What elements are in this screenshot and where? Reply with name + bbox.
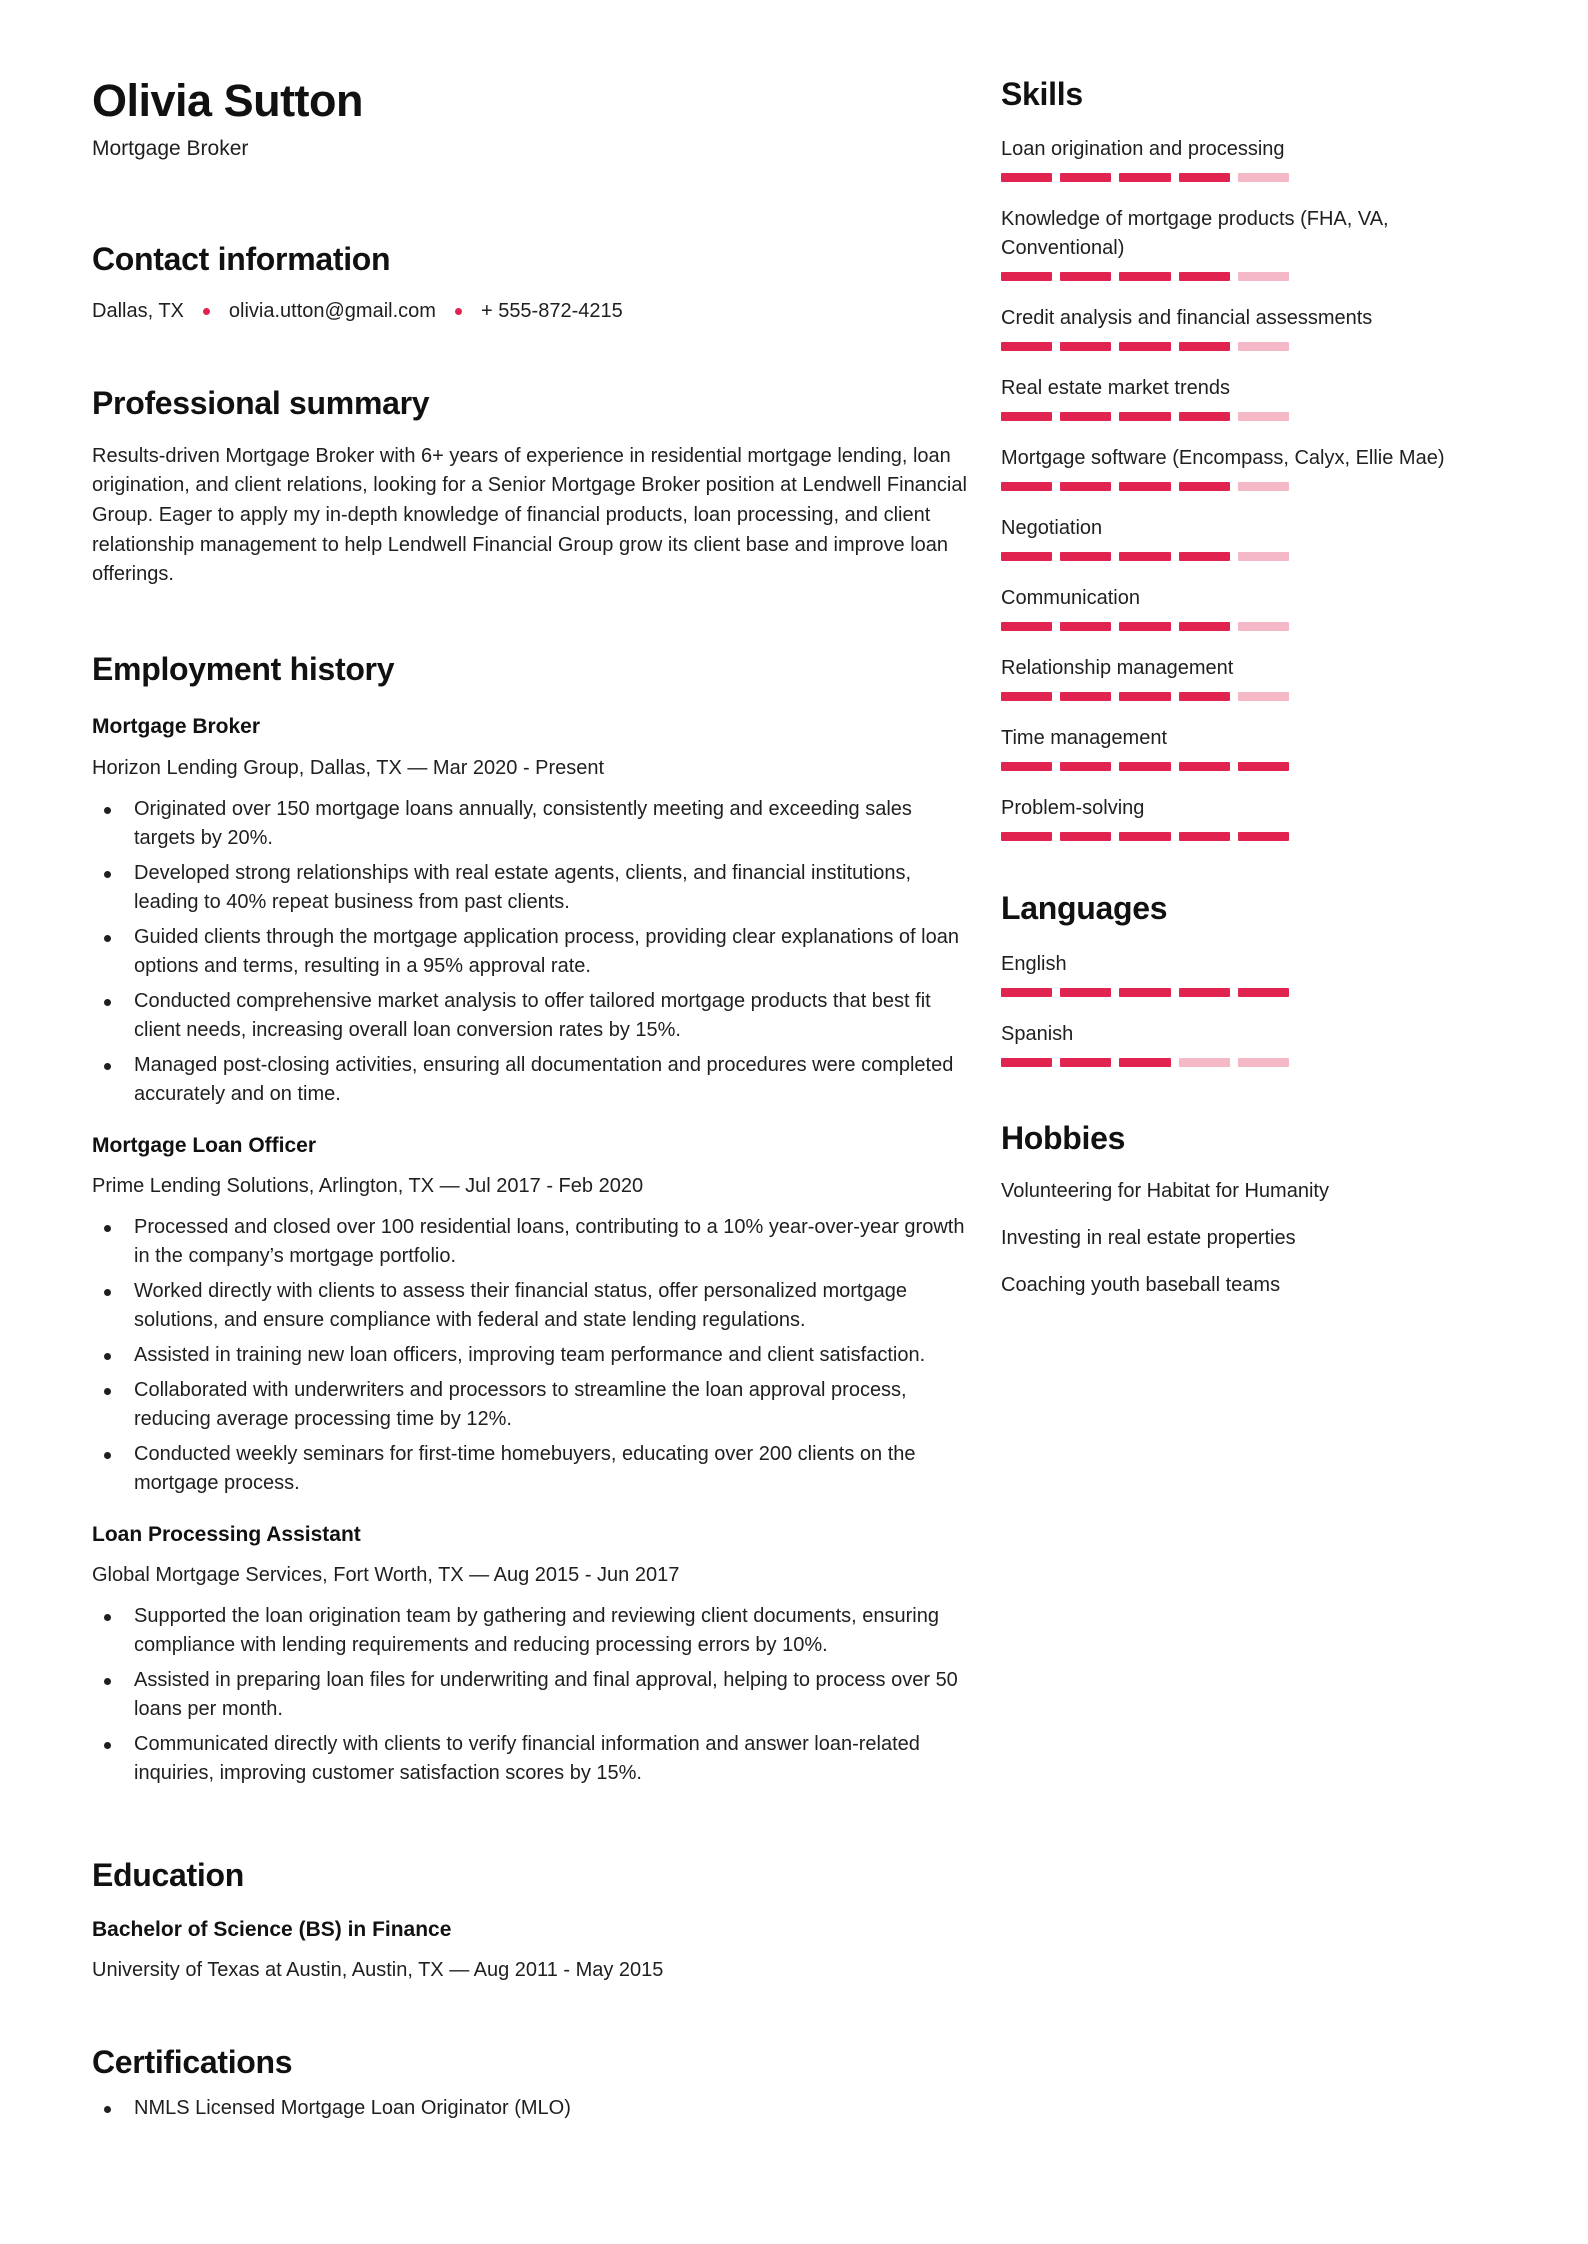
skill-level-segment [1238,412,1289,421]
skill-item [1001,514,1450,561]
employment-bullet: Originated over 150 mortgage loans annually, consistently meeting and exceeding sales targets by 20%. [92,795,970,853]
summary-section [92,384,970,589]
employment-bullet: Conducted weekly seminars for first-time homebuyers, educating over 200 clients on the mortgage process. [92,1440,970,1498]
skill-level-segment [1238,692,1289,701]
employment-role: Loan Processing Assistant [92,1522,361,1546]
contact-heading: Contact information [92,241,391,278]
certification-item: NMLS Licensed Mortgage Loan Originator (MLO) [92,2094,970,2123]
skill-level-segment [1119,342,1170,351]
skill-level-segment [1179,272,1230,281]
skill-level-segment [1119,482,1170,491]
employment-role: Mortgage Broker [92,715,261,739]
employment-company-dates: Prime Lending Solutions, Arlington, TX — Jul 2017 - Feb 2020 [92,1174,644,1197]
skill-level-segment [1179,552,1230,561]
languages-section [1001,889,1450,1066]
language-level-meter [1001,1058,1289,1067]
skill-level-meter [1001,272,1289,281]
skill-level-segment [1060,622,1111,631]
skill-item [1001,444,1450,491]
skill-item [1001,654,1450,701]
employment-bullet: Processed and closed over 100 residential loans, contributing to a 10% year-over-year growth in the company’s mortgage portfolio. [92,1213,970,1271]
skill-level-meter [1001,552,1289,561]
employment-role: Mortgage Loan Officer [92,1133,317,1157]
skill-level-segment [1238,342,1289,351]
language-level-segment [1119,1058,1170,1067]
skill-level-segment [1060,482,1111,491]
hobbies-list [1001,1177,1450,1300]
skill-label: Real estate market trends [1001,377,1230,400]
language-level-segment [1060,988,1111,997]
skill-label: Mortgage software (Encompass, Calyx, Ellie Mae) [1001,447,1445,470]
summary-heading: Professional summary [92,385,430,422]
employment-bullet-list [92,1602,970,1788]
skill-level-segment [1238,832,1289,841]
skill-level-segment [1060,412,1111,421]
employment-bullet: Managed post-closing activities, ensuring all documentation and procedures were completed accurately and on time. [92,1051,970,1109]
employment-bullet: Supported the loan origination team by gathering and reviewing client documents, ensuring compliance with lending requirements and reducing processing errors by 10%. [92,1602,970,1660]
skill-level-segment [1179,342,1230,351]
skill-level-segment [1060,342,1111,351]
skill-level-segment [1119,272,1170,281]
employment-bullet: Assisted in training new loan officers, improving team performance and client satisfaction. [92,1341,970,1370]
skill-level-segment [1238,482,1289,491]
certifications-section [92,2043,970,2122]
language-level-segment [1179,1058,1230,1067]
skill-level-meter [1001,342,1289,351]
skill-label: Problem-solving [1001,797,1145,820]
skill-level-segment [1060,692,1111,701]
skill-item [1001,584,1450,631]
employment-bullet: Assisted in preparing loan files for underwriting and final approval, helping to process over 50 loans per month. [92,1666,970,1724]
skill-item [1001,135,1450,182]
employment-company-dates: Global Mortgage Services, Fort Worth, TX — Aug 2015 - Jun 2017 [92,1564,680,1587]
dot-separator-icon [203,308,210,315]
employment-entry [92,1131,970,1498]
skill-level-meter [1001,482,1289,491]
skill-level-segment [1060,552,1111,561]
hobbies-section [1001,1119,1450,1300]
skill-level-segment [1119,692,1170,701]
skill-level-segment [1119,173,1170,182]
skill-level-segment [1179,482,1230,491]
education-section [92,1856,970,1985]
skills-list [1001,135,1450,841]
language-level-segment [1001,988,1052,997]
education-meta: University of Texas at Austin, Austin, TX — Aug 2011 - May 2015 [92,1959,664,1982]
skill-label: Credit analysis and financial assessments [1001,307,1373,330]
skill-level-segment [1001,272,1052,281]
skill-level-segment [1001,342,1052,351]
summary-text: Results-driven Mortgage Broker with 6+ years of experience in residential mortgage lending, loan origination, and client relations, looking for a Senior Mortgage Broker position at Lendwell Financial Group. Eager to apply my in-depth knowledge of financial products, loan processing, and client relationship management to help Lendwell Financial Group grow its client base and improve loan offerings. [92,444,967,586]
employment-bullet: Developed strong relationships with real estate agents, clients, and financial institutions, leading to 40% repeat business from past clients. [92,859,970,917]
skill-level-segment [1179,692,1230,701]
skill-level-meter [1001,692,1289,701]
hobbies-heading: Hobbies [1001,1119,1126,1156]
sidebar-column [1000,75,1520,1300]
skill-level-segment [1179,762,1230,771]
employment-bullet: Conducted comprehensive market analysis to offer tailored mortgage products that best fit client needs, increasing overall loan conversion rates by 15%. [92,987,970,1045]
languages-list [1001,950,1450,1067]
employment-section [92,650,970,1789]
employment-company-dates: Horizon Lending Group, Dallas, TX — Mar 2020 - Present [92,756,605,779]
language-label: Spanish [1001,1022,1074,1045]
language-level-segment [1238,1058,1289,1067]
main-column [0,75,1000,2129]
contact-phone[interactable]: + 555-872-4215 [480,300,623,323]
skill-label: Relationship management [1001,657,1234,680]
skill-label: Time management [1001,727,1167,750]
skill-item [1001,304,1450,351]
employment-heading: Employment history [92,650,395,687]
education-degree: Bachelor of Science (BS) in Finance [92,1917,452,1941]
employment-bullet-list [92,1213,970,1498]
skill-item [1001,374,1450,421]
education-heading: Education [92,1857,244,1894]
candidate-job-title: Mortgage Broker [92,136,249,160]
language-level-segment [1001,1058,1052,1067]
skill-level-meter [1001,173,1289,182]
skill-item [1001,724,1450,771]
skill-level-segment [1001,173,1052,182]
skill-level-segment [1060,272,1111,281]
skill-level-segment [1179,622,1230,631]
language-level-segment [1179,988,1230,997]
skill-level-segment [1119,552,1170,561]
language-label: English [1001,952,1067,975]
skill-label: Communication [1001,587,1140,610]
skill-item [1001,205,1450,281]
skill-level-meter [1001,412,1289,421]
language-level-segment [1238,988,1289,997]
skill-level-segment [1001,832,1052,841]
skill-level-segment [1060,173,1111,182]
skills-heading: Skills [1001,76,1083,112]
dot-separator-icon [455,308,462,315]
language-level-segment [1060,1058,1111,1067]
skill-level-segment [1238,552,1289,561]
skill-level-meter [1001,832,1289,841]
employment-entry [92,712,970,1108]
skill-level-segment [1001,482,1052,491]
skill-label: Knowledge of mortgage products (FHA, VA, Conventional) [1001,208,1389,260]
language-level-segment [1119,988,1170,997]
language-item [1001,1020,1450,1067]
skill-level-segment [1238,173,1289,182]
employment-bullet: Guided clients through the mortgage application process, providing clear explanations of loan options and terms, resulting in a 95% approval rate. [92,923,970,981]
skill-level-segment [1179,832,1230,841]
skill-label: Negotiation [1001,517,1103,540]
skill-level-segment [1238,272,1289,281]
languages-heading: Languages [1001,890,1168,927]
hobby-item: Volunteering for Habitat for Humanity [1001,1180,1329,1203]
skill-level-segment [1060,762,1111,771]
contact-location: Dallas, TX [92,300,184,323]
employment-jobs-list [92,712,970,1788]
skill-level-meter [1001,762,1289,771]
contact-details [92,296,970,326]
employment-bullet: Collaborated with underwriters and processors to streamline the loan approval process, reducing average processing time by 12%. [92,1376,970,1434]
certifications-heading: Certifications [92,2044,293,2081]
skill-level-segment [1119,622,1170,631]
employment-bullet-list [92,795,970,1109]
skill-level-segment [1001,622,1052,631]
skill-level-segment [1119,412,1170,421]
contact-email[interactable]: olivia.utton@gmail.com [228,300,436,323]
skill-level-segment [1001,412,1052,421]
hobby-item: Coaching youth baseball teams [1001,1274,1281,1297]
skill-level-segment [1001,762,1052,771]
contact-section [92,240,970,326]
resume-columns [0,75,1588,2129]
skills-section [1001,75,1450,841]
skill-level-segment [1238,622,1289,631]
header-block [92,75,970,162]
skill-level-segment [1119,832,1170,841]
skill-level-segment [1001,552,1052,561]
skill-level-segment [1001,692,1052,701]
skill-level-segment [1179,412,1230,421]
skill-label: Loan origination and processing [1001,138,1285,161]
skill-item [1001,794,1450,841]
skill-level-segment [1119,762,1170,771]
employment-bullet: Worked directly with clients to assess their financial status, offer personalized mortgage solutions, and ensure compliance with federal and state lending regulations. [92,1277,970,1335]
skill-level-segment [1179,173,1230,182]
employment-entry [92,1520,970,1788]
hobby-item: Investing in real estate properties [1001,1227,1296,1250]
skill-level-meter [1001,622,1289,631]
candidate-name: Olivia Sutton [92,75,364,126]
language-level-meter [1001,988,1289,997]
skill-level-segment [1238,762,1289,771]
skill-level-segment [1060,832,1111,841]
language-item [1001,950,1450,997]
certifications-list [92,2094,970,2123]
employment-bullet: Communicated directly with clients to verify financial information and answer loan-related inquiries, improving customer satisfaction scores by 15%. [92,1730,970,1788]
